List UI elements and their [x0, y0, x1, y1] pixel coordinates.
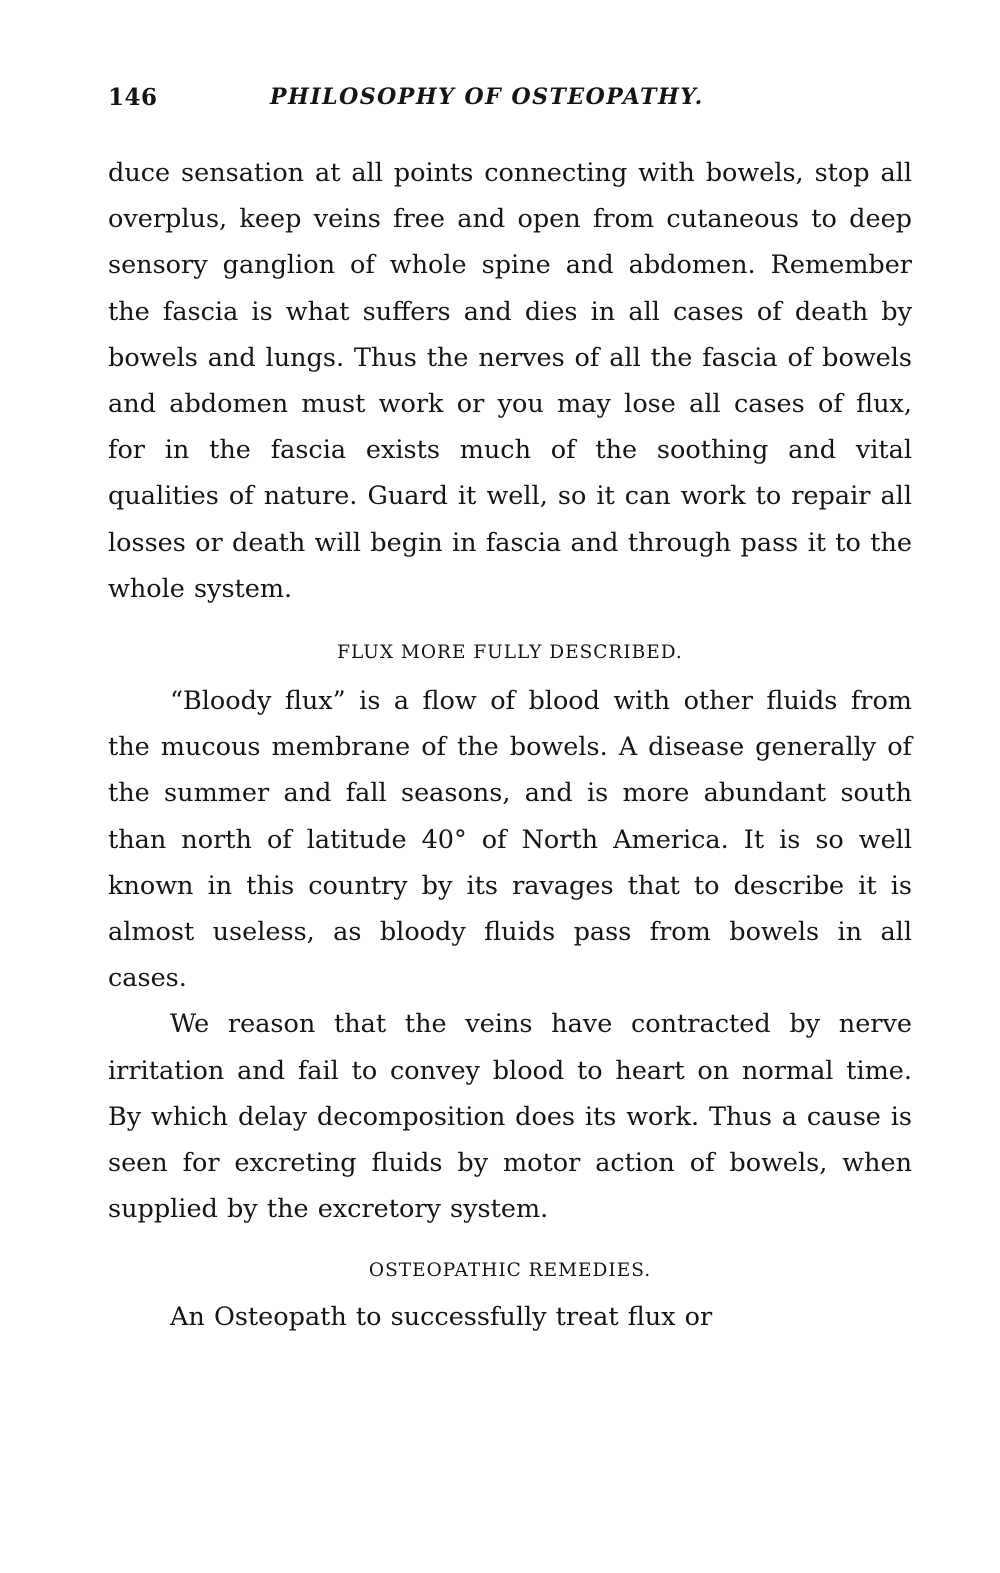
running-head [108, 84, 908, 124]
section-heading-flux: FLUX MORE FULLY DESCRIBED. [337, 642, 683, 664]
body-text [108, 150, 912, 1341]
paragraph-continued: duce sensation at all points connecting with bowels, stop all overplus, keep veins free and open from cutaneous to deep sensory ganglion of whole spine and abdomen. Remember the fascia is what suffers and dies in all cases of death by bowels and lungs. Thus the nerves of all the fascia of bowels and abdomen must work or you may lose all cases of flux, for in the fascia exists much of the soothing and vital qualities of nature. Guard it well, so it can work to repair all losses or death will begin in fascia and through pass it to the whole system. [108, 158, 912, 604]
paragraph-veins-reasoning: We reason that the veins have contracted by nerve irritation and fail to convey blood to heart on normal time. By which delay decomposition does its work. Thus a cause is seen for excreting fluids by motor action of bowels, when supplied by the excretory system. [108, 1009, 912, 1225]
section-heading-remedies: OSTEOPATHIC REMEDIES. [368, 1260, 652, 1282]
paragraph-bloody-flux: “Bloody flux” is a flow of blood with other fluids from the mucous membrane of the bowels. A disease generally of the summer and fall seasons, and is more abundant south than north of latitude 40° of North America. It is so well known in this country by its ravages that to describe it is almost useless, as bloody fluids pass from bowels in all cases. [108, 686, 912, 994]
page-number: 146 [108, 84, 158, 111]
running-title: PHILOSOPHY OF OSTEOPATHY. [270, 84, 704, 110]
paragraph-osteopath-treatment: An Osteopath to successfully treat flux or [170, 1302, 713, 1333]
